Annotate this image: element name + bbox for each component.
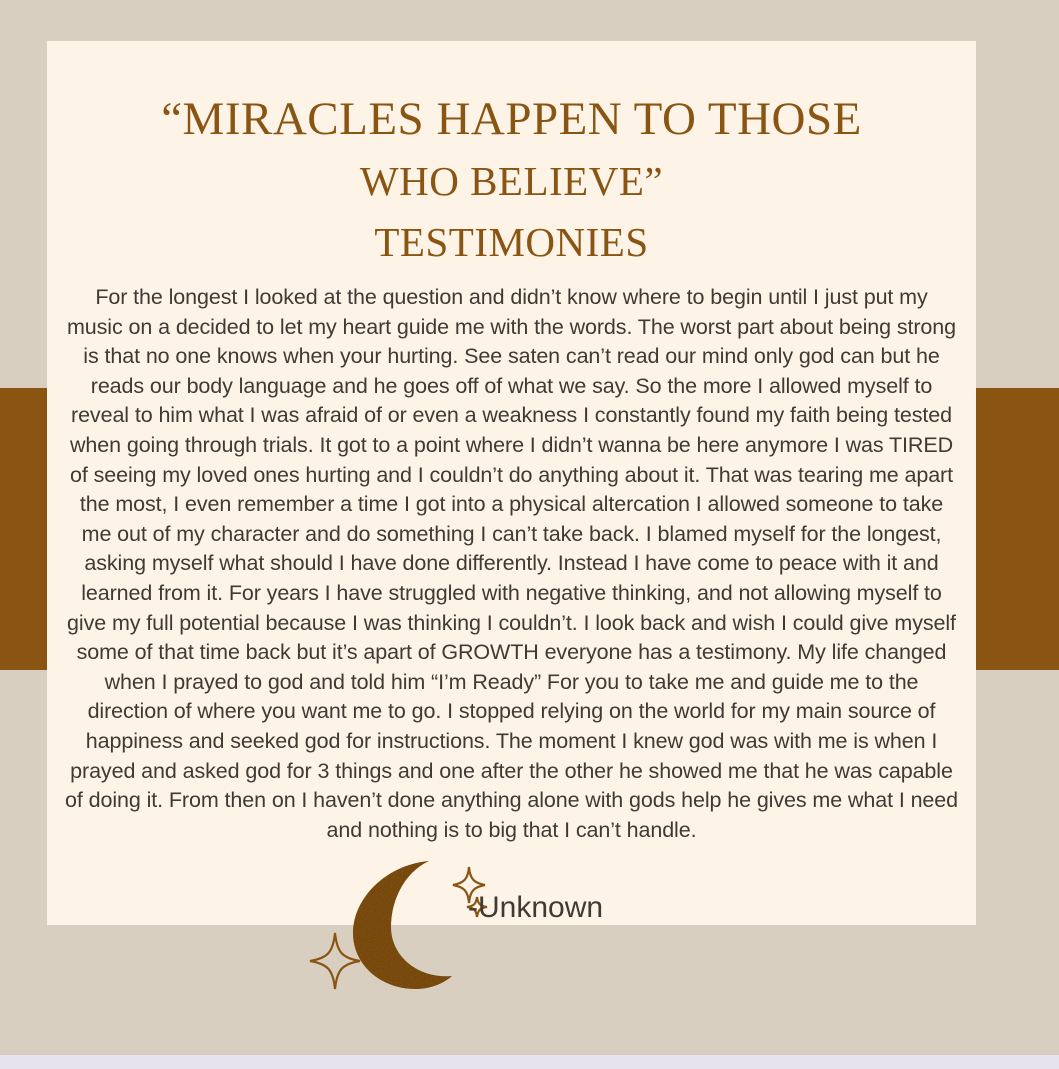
crescent-moon-icon [299, 855, 499, 995]
title-line-2 [47, 151, 976, 212]
title-line-3 [47, 212, 976, 273]
title-line-1 [47, 89, 976, 151]
attribution-row [47, 855, 976, 995]
background-band-footer [0, 1055, 1059, 1069]
title-line-1-text: “MIRACLES HAPPEN TO THOSE [161, 93, 862, 145]
title-line-3-text: TESTIMONIES [374, 219, 649, 265]
testimony-body: For the longest I looked at the question and didn’t know where to begin until I just put my music on a decided to let my heart guide me with the words. The worst part about being strong is that no one knows when your hurting. See saten can’t read our mind only god can but he reads our body language and he goes off of what we say. So the more I allowed myself to reveal to him what I was afraid of or even a weakness I constantly found my faith being tested when going through trials. It got to a point where I didn’t wanna be here anymore I was TIRED of seeing my loved ones hurting and I couldn’t do anything about it. That was tearing me apart the most, I even remember a time I got into a physical altercation I allowed someone to take me out of my character and do something I can’t take back. I blamed myself for the longest, asking myself what should I have done differently. Instead I have come to peace with it and learned from it. For years I have struggled with negative thinking, and not allowing myself to give my full potential because I was thinking I couldn’t. I look back and wish I could give myself some of that time back but it’s apart of GROWTH everyone has a testimony. My life changed when I prayed to god and told him “I’m Ready” For you to take me and guide me to the direction of where you want me to go. I stopped relying on the world for my main source of happiness and seeked god for instructions. The moment I knew god was with me is when I prayed and asked god for 3 things and one after the other he showed me that he was capable of doing it. From then on I haven’t done anything alone with gods help he gives me what I need and nothing is to big that I can’t handle. [65, 285, 958, 842]
title-line-2-text: WHO BELIEVE” [359, 158, 664, 204]
title-block [47, 41, 976, 273]
testimony-card [47, 41, 976, 925]
author-attribution: -Unknown [468, 891, 604, 925]
